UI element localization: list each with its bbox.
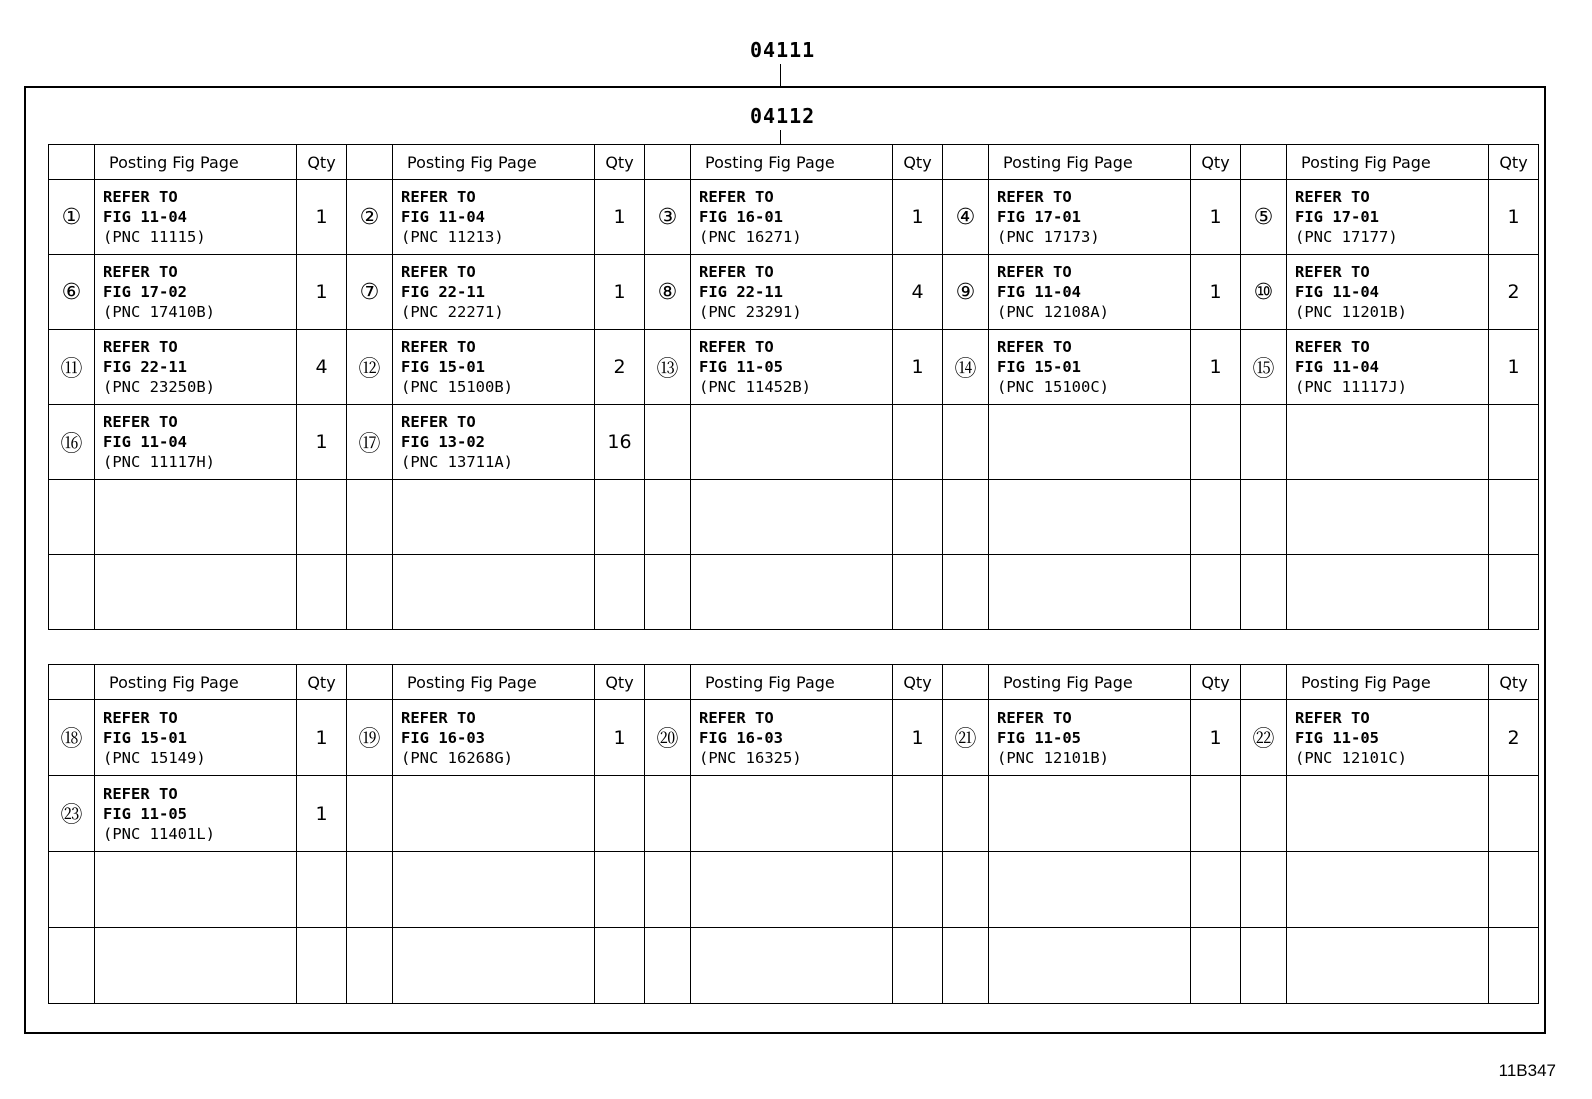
fig-reference xyxy=(95,555,297,630)
fig-reference xyxy=(691,852,893,928)
fig-reference xyxy=(989,330,1191,405)
item-number xyxy=(943,405,989,480)
fig-reference xyxy=(393,255,595,330)
reference-line2: FIG 22-11 xyxy=(699,283,783,301)
item-qty: 1 xyxy=(1191,255,1241,330)
item-qty: 1 xyxy=(595,255,645,330)
item-number: ① xyxy=(49,180,95,255)
reference-line2: FIG 11-04 xyxy=(103,433,187,451)
item-qty xyxy=(1489,405,1539,480)
item-number xyxy=(645,480,691,555)
fig-reference xyxy=(393,480,595,555)
item-number: ⑲ xyxy=(347,700,393,776)
item-qty: 1 xyxy=(595,700,645,776)
item-qty: 4 xyxy=(893,255,943,330)
header-qty: Qty xyxy=(595,145,645,180)
reference-line1: REFER TO xyxy=(997,338,1072,356)
item-number: ⑳ xyxy=(645,700,691,776)
item-qty xyxy=(595,480,645,555)
fig-reference xyxy=(95,180,297,255)
item-qty xyxy=(297,852,347,928)
item-number xyxy=(645,555,691,630)
fig-reference xyxy=(1287,555,1489,630)
reference-line2: FIG 11-05 xyxy=(997,728,1081,747)
item-number: ㉑ xyxy=(943,700,989,776)
reference-line3: (PNC 17410B) xyxy=(103,303,215,321)
item-qty: 2 xyxy=(1489,255,1539,330)
item-number xyxy=(943,555,989,630)
reference-line1: REFER TO xyxy=(699,188,774,206)
fig-reference xyxy=(393,555,595,630)
fig-reference xyxy=(393,330,595,405)
fig-reference xyxy=(95,330,297,405)
header-number-cell xyxy=(1241,145,1287,180)
fig-reference xyxy=(691,330,893,405)
reference-line1: REFER TO xyxy=(103,263,178,281)
reference-line3: (PNC 17177) xyxy=(1295,228,1398,246)
item-qty: 1 xyxy=(1489,180,1539,255)
item-number xyxy=(347,555,393,630)
item-qty: 16 xyxy=(595,405,645,480)
fig-reference xyxy=(691,555,893,630)
item-number xyxy=(1241,480,1287,555)
header-qty: Qty xyxy=(1489,145,1539,180)
leader-line-inner xyxy=(780,130,781,144)
header-number-cell xyxy=(347,665,393,700)
item-qty xyxy=(1191,555,1241,630)
table-row xyxy=(49,255,1539,330)
fig-reference xyxy=(95,405,297,480)
item-qty xyxy=(1191,776,1241,852)
fig-reference xyxy=(95,255,297,330)
reference-line3: (PNC 13711A) xyxy=(401,453,513,471)
fig-reference xyxy=(691,776,893,852)
item-qty xyxy=(893,928,943,1004)
reference-line2: FIG 11-04 xyxy=(401,208,485,226)
fig-reference xyxy=(393,852,595,928)
header-fig-page: Posting Fig Page xyxy=(393,665,595,700)
header-qty: Qty xyxy=(1191,145,1241,180)
fig-reference xyxy=(691,255,893,330)
reference-line3: (PNC 12101B) xyxy=(997,748,1109,767)
item-qty xyxy=(297,480,347,555)
reference-line1: REFER TO xyxy=(103,188,178,206)
reference-line1: REFER TO xyxy=(997,188,1072,206)
reference-line1: REFER TO xyxy=(401,338,476,356)
item-qty: 1 xyxy=(297,255,347,330)
item-qty xyxy=(1191,480,1241,555)
item-number: ⑥ xyxy=(49,255,95,330)
item-qty xyxy=(297,555,347,630)
item-number xyxy=(347,928,393,1004)
fig-reference xyxy=(989,700,1191,776)
header-qty: Qty xyxy=(1489,665,1539,700)
item-qty xyxy=(595,928,645,1004)
reference-line2: FIG 11-05 xyxy=(1295,728,1379,747)
fig-reference xyxy=(1287,180,1489,255)
reference-line2: FIG 11-04 xyxy=(997,283,1081,301)
reference-line2: FIG 11-05 xyxy=(699,358,783,376)
reference-line2: FIG 16-03 xyxy=(401,728,485,747)
reference-line1: REFER TO xyxy=(401,413,476,431)
header-fig-page: Posting Fig Page xyxy=(95,665,297,700)
fig-reference xyxy=(393,180,595,255)
reference-line2: FIG 17-02 xyxy=(103,283,187,301)
item-number xyxy=(1241,852,1287,928)
item-number xyxy=(1241,555,1287,630)
item-number: ⑦ xyxy=(347,255,393,330)
reference-line2: FIG 17-01 xyxy=(997,208,1081,226)
reference-line3: (PNC 16325) xyxy=(699,748,802,767)
reference-line3: (PNC 23250B) xyxy=(103,378,215,396)
item-number: ⑮ xyxy=(1241,330,1287,405)
header-number-cell xyxy=(943,145,989,180)
fig-reference xyxy=(1287,776,1489,852)
item-number xyxy=(645,852,691,928)
item-qty: 1 xyxy=(297,180,347,255)
reference-line2: FIG 13-02 xyxy=(401,433,485,451)
header-fig-page: Posting Fig Page xyxy=(989,145,1191,180)
fig-reference xyxy=(95,928,297,1004)
header-fig-page: Posting Fig Page xyxy=(1287,665,1489,700)
item-qty: 1 xyxy=(1191,330,1241,405)
fig-reference xyxy=(989,180,1191,255)
item-qty: 2 xyxy=(595,330,645,405)
table-row xyxy=(49,180,1539,255)
top-parts-table xyxy=(48,144,1539,630)
header-number-cell xyxy=(645,665,691,700)
item-number xyxy=(347,776,393,852)
fig-reference xyxy=(691,700,893,776)
item-number: ⑰ xyxy=(347,405,393,480)
fig-reference xyxy=(393,776,595,852)
item-qty xyxy=(893,852,943,928)
item-qty xyxy=(1191,852,1241,928)
fig-reference xyxy=(989,852,1191,928)
leader-line-outer xyxy=(780,64,781,86)
item-qty xyxy=(1489,928,1539,1004)
header-fig-page: Posting Fig Page xyxy=(691,665,893,700)
reference-line3: (PNC 16268G) xyxy=(401,748,513,767)
item-number xyxy=(943,776,989,852)
table-row xyxy=(49,852,1539,928)
fig-reference xyxy=(1287,700,1489,776)
item-number: ⑩ xyxy=(1241,255,1287,330)
reference-line3: (PNC 15100C) xyxy=(997,378,1109,396)
fig-reference xyxy=(989,555,1191,630)
reference-line1: REFER TO xyxy=(103,784,178,803)
reference-line1: REFER TO xyxy=(1295,338,1370,356)
item-number xyxy=(347,480,393,555)
item-qty xyxy=(893,405,943,480)
item-number xyxy=(645,928,691,1004)
reference-line2: FIG 16-03 xyxy=(699,728,783,747)
fig-reference xyxy=(95,852,297,928)
item-qty xyxy=(297,928,347,1004)
header-qty: Qty xyxy=(893,145,943,180)
table-row xyxy=(49,776,1539,852)
header-qty: Qty xyxy=(1191,665,1241,700)
reference-line2: FIG 22-11 xyxy=(401,283,485,301)
item-qty xyxy=(1489,480,1539,555)
reference-line3: (PNC 11115) xyxy=(103,228,206,246)
reference-line1: REFER TO xyxy=(699,263,774,281)
reference-line1: REFER TO xyxy=(1295,708,1370,727)
reference-line2: FIG 15-01 xyxy=(401,358,485,376)
item-number xyxy=(943,480,989,555)
header-fig-page: Posting Fig Page xyxy=(1287,145,1489,180)
reference-line1: REFER TO xyxy=(401,263,476,281)
header-number-cell xyxy=(347,145,393,180)
fig-reference xyxy=(1287,255,1489,330)
assembly-label-outer: 04111 xyxy=(750,38,816,62)
item-qty xyxy=(1489,776,1539,852)
fig-reference xyxy=(989,776,1191,852)
header-qty: Qty xyxy=(893,665,943,700)
header-qty: Qty xyxy=(297,665,347,700)
item-number: ⑭ xyxy=(943,330,989,405)
table-row xyxy=(49,480,1539,555)
reference-line1: REFER TO xyxy=(997,708,1072,727)
item-qty xyxy=(1489,555,1539,630)
fig-reference xyxy=(691,480,893,555)
reference-line2: FIG 11-04 xyxy=(103,208,187,226)
item-number: ⑧ xyxy=(645,255,691,330)
item-qty xyxy=(595,852,645,928)
fig-reference xyxy=(1287,405,1489,480)
reference-line2: FIG 16-01 xyxy=(699,208,783,226)
reference-line3: (PNC 11401L) xyxy=(103,824,215,843)
reference-line3: (PNC 16271) xyxy=(699,228,802,246)
item-number: ⑯ xyxy=(49,405,95,480)
reference-line1: REFER TO xyxy=(401,708,476,727)
item-number: ⑨ xyxy=(943,255,989,330)
item-number xyxy=(347,852,393,928)
item-qty: 1 xyxy=(893,700,943,776)
header-qty: Qty xyxy=(595,665,645,700)
fig-reference xyxy=(1287,480,1489,555)
item-qty xyxy=(595,555,645,630)
header-number-cell xyxy=(49,665,95,700)
item-qty xyxy=(893,776,943,852)
table-row xyxy=(49,555,1539,630)
item-qty: 1 xyxy=(297,776,347,852)
reference-line1: REFER TO xyxy=(699,708,774,727)
reference-line3: (PNC 15100B) xyxy=(401,378,513,396)
item-number xyxy=(943,852,989,928)
item-qty xyxy=(893,480,943,555)
fig-reference xyxy=(393,928,595,1004)
header-number-cell xyxy=(943,665,989,700)
item-number: ㉒ xyxy=(1241,700,1287,776)
reference-line3: (PNC 17173) xyxy=(997,228,1100,246)
reference-line1: REFER TO xyxy=(401,188,476,206)
item-number: ⑤ xyxy=(1241,180,1287,255)
fig-reference xyxy=(989,480,1191,555)
reference-line1: REFER TO xyxy=(699,338,774,356)
item-number xyxy=(943,928,989,1004)
item-number: ⑫ xyxy=(347,330,393,405)
item-number: ㉓ xyxy=(49,776,95,852)
reference-line3: (PNC 11117H) xyxy=(103,453,215,471)
fig-reference xyxy=(989,405,1191,480)
table-row xyxy=(49,928,1539,1004)
item-qty: 2 xyxy=(1489,700,1539,776)
item-qty xyxy=(1191,405,1241,480)
item-qty xyxy=(595,776,645,852)
fig-reference xyxy=(393,700,595,776)
item-qty: 1 xyxy=(595,180,645,255)
reference-line2: FIG 22-11 xyxy=(103,358,187,376)
item-number xyxy=(1241,405,1287,480)
bottom-parts-table xyxy=(48,664,1539,1004)
fig-reference xyxy=(95,480,297,555)
header-fig-page: Posting Fig Page xyxy=(95,145,297,180)
fig-reference xyxy=(989,255,1191,330)
fig-reference xyxy=(691,405,893,480)
item-number xyxy=(49,555,95,630)
header-number-cell xyxy=(1241,665,1287,700)
item-number xyxy=(49,852,95,928)
illustration-code: 11B347 xyxy=(1498,1061,1556,1080)
reference-line2: FIG 17-01 xyxy=(1295,208,1379,226)
header-fig-page: Posting Fig Page xyxy=(691,145,893,180)
reference-line3: (PNC 12108A) xyxy=(997,303,1109,321)
assembly-label-inner: 04112 xyxy=(750,104,816,128)
item-number xyxy=(645,776,691,852)
item-number xyxy=(49,480,95,555)
item-qty xyxy=(1489,852,1539,928)
reference-line3: (PNC 22271) xyxy=(401,303,504,321)
reference-line1: REFER TO xyxy=(103,338,178,356)
reference-line3: (PNC 23291) xyxy=(699,303,802,321)
item-qty: 1 xyxy=(893,180,943,255)
item-qty: 1 xyxy=(297,405,347,480)
item-number: ② xyxy=(347,180,393,255)
reference-line3: (PNC 11201B) xyxy=(1295,303,1407,321)
reference-line1: REFER TO xyxy=(103,708,178,727)
reference-line2: FIG 15-01 xyxy=(103,728,187,747)
fig-reference xyxy=(95,776,297,852)
reference-line3: (PNC 15149) xyxy=(103,748,206,767)
item-qty xyxy=(893,555,943,630)
fig-reference xyxy=(1287,928,1489,1004)
reference-line3: (PNC 11452B) xyxy=(699,378,811,396)
fig-reference xyxy=(691,180,893,255)
fig-reference xyxy=(1287,852,1489,928)
item-qty: 4 xyxy=(297,330,347,405)
header-qty: Qty xyxy=(297,145,347,180)
item-number: ④ xyxy=(943,180,989,255)
fig-reference xyxy=(393,405,595,480)
reference-line1: REFER TO xyxy=(997,263,1072,281)
table-row xyxy=(49,700,1539,776)
reference-line2: FIG 11-04 xyxy=(1295,283,1379,301)
item-number: ⑪ xyxy=(49,330,95,405)
header-fig-page: Posting Fig Page xyxy=(989,665,1191,700)
reference-line2: FIG 11-04 xyxy=(1295,358,1379,376)
fig-reference xyxy=(1287,330,1489,405)
reference-line1: REFER TO xyxy=(1295,188,1370,206)
item-qty: 1 xyxy=(1489,330,1539,405)
table-row xyxy=(49,405,1539,480)
item-qty: 1 xyxy=(1191,700,1241,776)
fig-reference xyxy=(691,928,893,1004)
item-number xyxy=(49,928,95,1004)
header-number-cell xyxy=(49,145,95,180)
item-qty: 1 xyxy=(297,700,347,776)
reference-line1: REFER TO xyxy=(103,413,178,431)
table-row xyxy=(49,330,1539,405)
item-number: ③ xyxy=(645,180,691,255)
reference-line2: FIG 11-05 xyxy=(103,804,187,823)
item-number xyxy=(1241,928,1287,1004)
item-number: ⑱ xyxy=(49,700,95,776)
reference-line3: (PNC 11117J) xyxy=(1295,378,1407,396)
header-fig-page: Posting Fig Page xyxy=(393,145,595,180)
header-number-cell xyxy=(645,145,691,180)
reference-line3: (PNC 11213) xyxy=(401,228,504,246)
item-qty xyxy=(1191,928,1241,1004)
item-qty: 1 xyxy=(893,330,943,405)
item-qty: 1 xyxy=(1191,180,1241,255)
item-number xyxy=(645,405,691,480)
reference-line3: (PNC 12101C) xyxy=(1295,748,1407,767)
item-number: ⑬ xyxy=(645,330,691,405)
fig-reference xyxy=(989,928,1191,1004)
reference-line2: FIG 15-01 xyxy=(997,358,1081,376)
reference-line1: REFER TO xyxy=(1295,263,1370,281)
item-number xyxy=(1241,776,1287,852)
fig-reference xyxy=(95,700,297,776)
